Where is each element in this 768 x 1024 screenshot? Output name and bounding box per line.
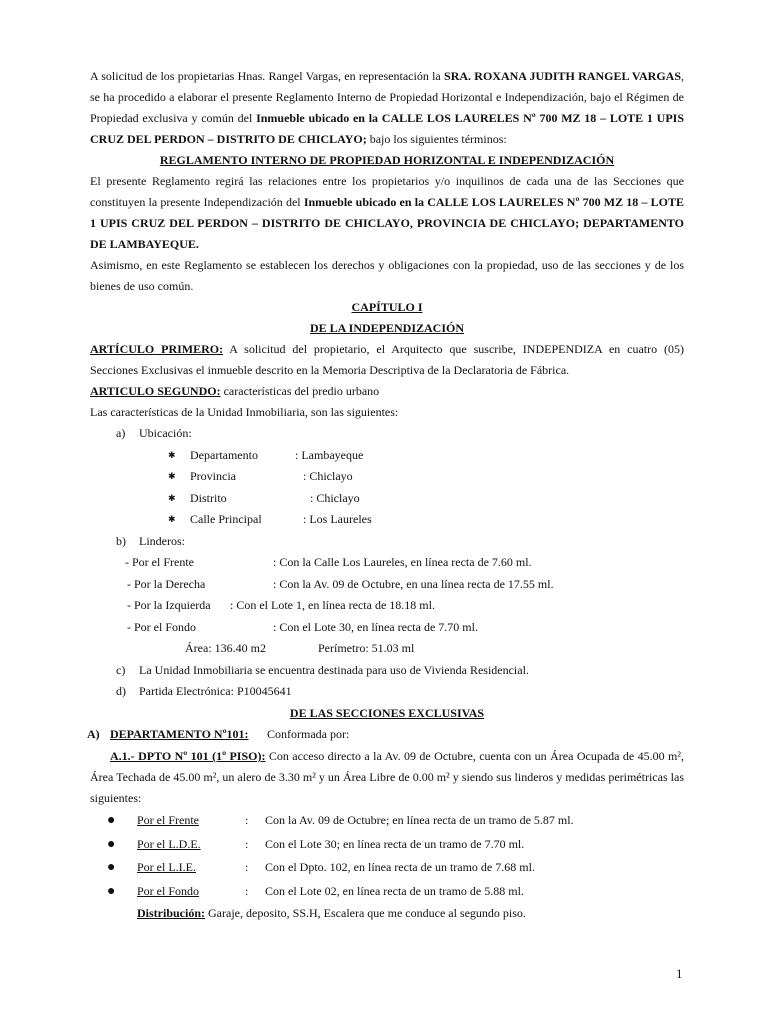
lindero-key: - Por la Izquierda — [127, 598, 211, 612]
distribucion-label: Distribución: — [137, 906, 206, 920]
owner-name: SRA. ROXANA JUDITH RANGEL VARGAS — [444, 69, 681, 83]
ubicacion-label: Ubicación: — [139, 426, 192, 440]
scope-address: Inmueble ubicado en la CALLE LOS LAURELES Nº 700 MZ 18 – LOTE 1 UPIS CRUZ DEL PERDON – DISTRITO DE CHICLAYO, PROVINCIA DE CHICLAYO; DEPARTAMENTO DE LAMBAYEQUE. — [90, 195, 684, 251]
a1-lindero-item — [90, 809, 684, 833]
a1-lindero-key: Por el L.I.E. — [137, 860, 196, 874]
a1-lindero-value: Con el Lote 02, en línea recta de un tramo de 5.88 ml. — [265, 883, 524, 898]
list-marker: A) — [87, 726, 100, 741]
lindero-value: : Con el Lote 30, en línea recta de 7.70 ml. — [273, 619, 478, 634]
a1-lindero-item — [90, 856, 684, 880]
a1-lindero-key: Por el L.D.E. — [137, 836, 201, 851]
distribucion-line — [137, 903, 526, 925]
intro-text: A solicitud de los propietarias Hnas. Rangel Vargas, en representación la — [90, 69, 445, 83]
a1-lindero-value: Con la Av. 09 de Octubre; en línea recta de un tramo de 5.87 ml. — [265, 813, 574, 827]
ubicacion-key: Distrito — [190, 490, 227, 505]
list-marker: a) — [116, 426, 126, 440]
lindero-value: : Con la Calle Los Laureles, en línea recta de 7.60 ml. — [273, 555, 532, 569]
distribucion-row — [90, 903, 684, 925]
bullet-icon: ● — [107, 836, 116, 852]
a1-lindero-item — [90, 833, 684, 857]
perimetro-value: Perímetro: 51.03 ml — [318, 641, 415, 655]
item-c — [90, 660, 684, 682]
item-d-text: Partida Electrónica: P10045641 — [139, 684, 292, 698]
departamento-text: Conformada por: — [267, 726, 350, 741]
intro-text-3: bajo los siguientes términos: — [366, 132, 507, 146]
secciones-title: DE LAS SECCIONES EXCLUSIVAS — [289, 705, 485, 720]
ubicacion-value: : Lambayeque — [295, 447, 364, 462]
document-page — [87, 66, 685, 925]
ubicacion-key: Provincia — [190, 469, 236, 483]
ubicacion-key: Calle Principal — [190, 512, 262, 526]
article-one — [90, 339, 684, 381]
lindero-key: - Por la Derecha — [127, 576, 206, 591]
list-marker: d) — [116, 684, 126, 698]
ubicacion-item — [90, 445, 684, 467]
ubicacion-item — [90, 509, 684, 531]
linderos-label: Linderos: — [139, 533, 185, 548]
a1-lindero-value: Con el Lote 30; en línea recta de un tramo de 7.70 ml. — [265, 836, 525, 851]
lindero-value: : Con la Av. 09 de Octubre, en una línea recta de 17.55 ml. — [273, 576, 554, 591]
scope-text: El presente Reglamento regirá las relaciones entre los propietarios y/o inquilinos de cada una de las Secciones que constituyen la presente Independización del — [90, 174, 684, 209]
linderos-heading — [90, 531, 684, 553]
a1-lindero-key: Por el Frente — [137, 813, 199, 827]
rights-paragraph: Asimismo, en este Reglamento se establecen los derechos y obligaciones con la propiedad, uso de las secciones y de los bienes de uso común. — [90, 258, 684, 293]
chapter-heading: CAPÍTULO I — [351, 300, 423, 314]
chapter-title: DE LA INDEPENDIZACIÓN — [309, 321, 465, 335]
bullet-icon: ● — [107, 883, 116, 899]
article-two-text: características del predio urbano — [220, 384, 380, 398]
scope-paragraph — [90, 171, 684, 255]
lindero-item — [90, 552, 684, 574]
area-perimetro-row — [90, 638, 684, 660]
departamento-heading — [87, 724, 684, 746]
article-two-label: ARTICULO SEGUNDO: — [90, 384, 221, 398]
item-d — [90, 681, 684, 703]
lindero-item — [90, 595, 684, 617]
ubicacion-item — [90, 466, 684, 488]
ubicacion-item — [90, 488, 684, 510]
a1-lindero-value: Con el Dpto. 102, en línea recta de un tramo de 7.68 ml. — [265, 860, 535, 874]
lindero-key: - Por el Frente — [125, 555, 194, 569]
separator: : — [245, 813, 249, 827]
asterisk-bullet-icon: ✱ — [168, 514, 176, 524]
departamento-label: DEPARTAMENTO Nº101: — [110, 726, 249, 741]
reglamento-title: REGLAMENTO INTERNO DE PROPIEDAD HORIZONTAL E INDEPENDIZACIÓN — [159, 153, 615, 167]
property-address: Inmueble ubicado en la CALLE LOS LAURELES Nº 700 MZ 18 – LOTE 1 UPIS CRUZ DEL PERDON – DISTRITO DE CHICLAYO; — [90, 111, 685, 146]
a1-text: Con acceso directo a la Av. 09 de Octubre, cuenta con un Área Ocupada de 45.00 m², Área Techada de 45.00 m², un alero de 3.30 m² y un Área Libre de 0.00 m² y siendo sus linderos y medidas perimétricas las siguientes: — [90, 749, 684, 805]
ubicacion-heading — [90, 423, 684, 445]
list-marker: b) — [116, 533, 126, 548]
asterisk-bullet-icon: ✱ — [168, 449, 176, 460]
separator: : — [245, 836, 249, 851]
area-value: Área: 136.40 m2 — [185, 641, 266, 655]
item-c-text: La Unidad Inmobiliaria se encuentra destinada para uso de Vivienda Residencial. — [139, 662, 529, 677]
asterisk-bullet-icon: ✱ — [168, 492, 176, 503]
asterisk-bullet-icon: ✱ — [168, 471, 176, 481]
lindero-item — [90, 574, 684, 596]
separator: : — [245, 883, 249, 898]
a1-label: A.1.- DPTO Nº 101 (1º PISO): — [110, 749, 266, 763]
lindero-item — [90, 617, 684, 639]
lindero-value: : Con el Lote 1, en línea recta de 18.18 ml. — [230, 598, 435, 612]
separator: : — [245, 860, 249, 874]
ubicacion-key: Departamento — [190, 447, 258, 462]
a1-lindero-key: Por el Fondo — [137, 883, 200, 898]
lindero-key: - Por el Fondo — [127, 619, 196, 634]
ubicacion-value: : Chiclayo — [303, 469, 353, 483]
article-one-label: ARTÍCULO PRIMERO: — [90, 342, 224, 356]
page-number: 1 — [676, 966, 683, 981]
article-one-text: A solicitud del propietario, el Arquitecto que suscribe, INDEPENDIZA en cuatro (05) Secciones Exclusivas el inmueble descrito en la Memoria Descriptiva de la Declaratoria de Fábrica. — [90, 342, 684, 377]
bullet-icon: ● — [107, 813, 116, 828]
a1-lindero-item — [90, 880, 684, 904]
ubicacion-value: : Chiclayo — [310, 490, 360, 505]
a1-paragraph — [90, 746, 684, 809]
intro-paragraph — [90, 66, 684, 150]
article-two — [90, 381, 684, 402]
distribucion-text: Garaje, deposito, SS.H, Escalera que me conduce al segundo piso. — [205, 906, 526, 920]
list-marker: c) — [116, 662, 126, 677]
bullet-icon: ● — [107, 860, 116, 875]
ubicacion-value: : Los Laureles — [303, 512, 372, 526]
characteristics-intro: Las características de la Unidad Inmobiliaria, son las siguientes: — [90, 405, 399, 419]
intro-text-2: , se ha procedido a elaborar el presente Reglamento Interno de Propiedad Horizontal e Independización, bajo el Régimen de Propiedad exclusiva y común del — [90, 69, 684, 125]
